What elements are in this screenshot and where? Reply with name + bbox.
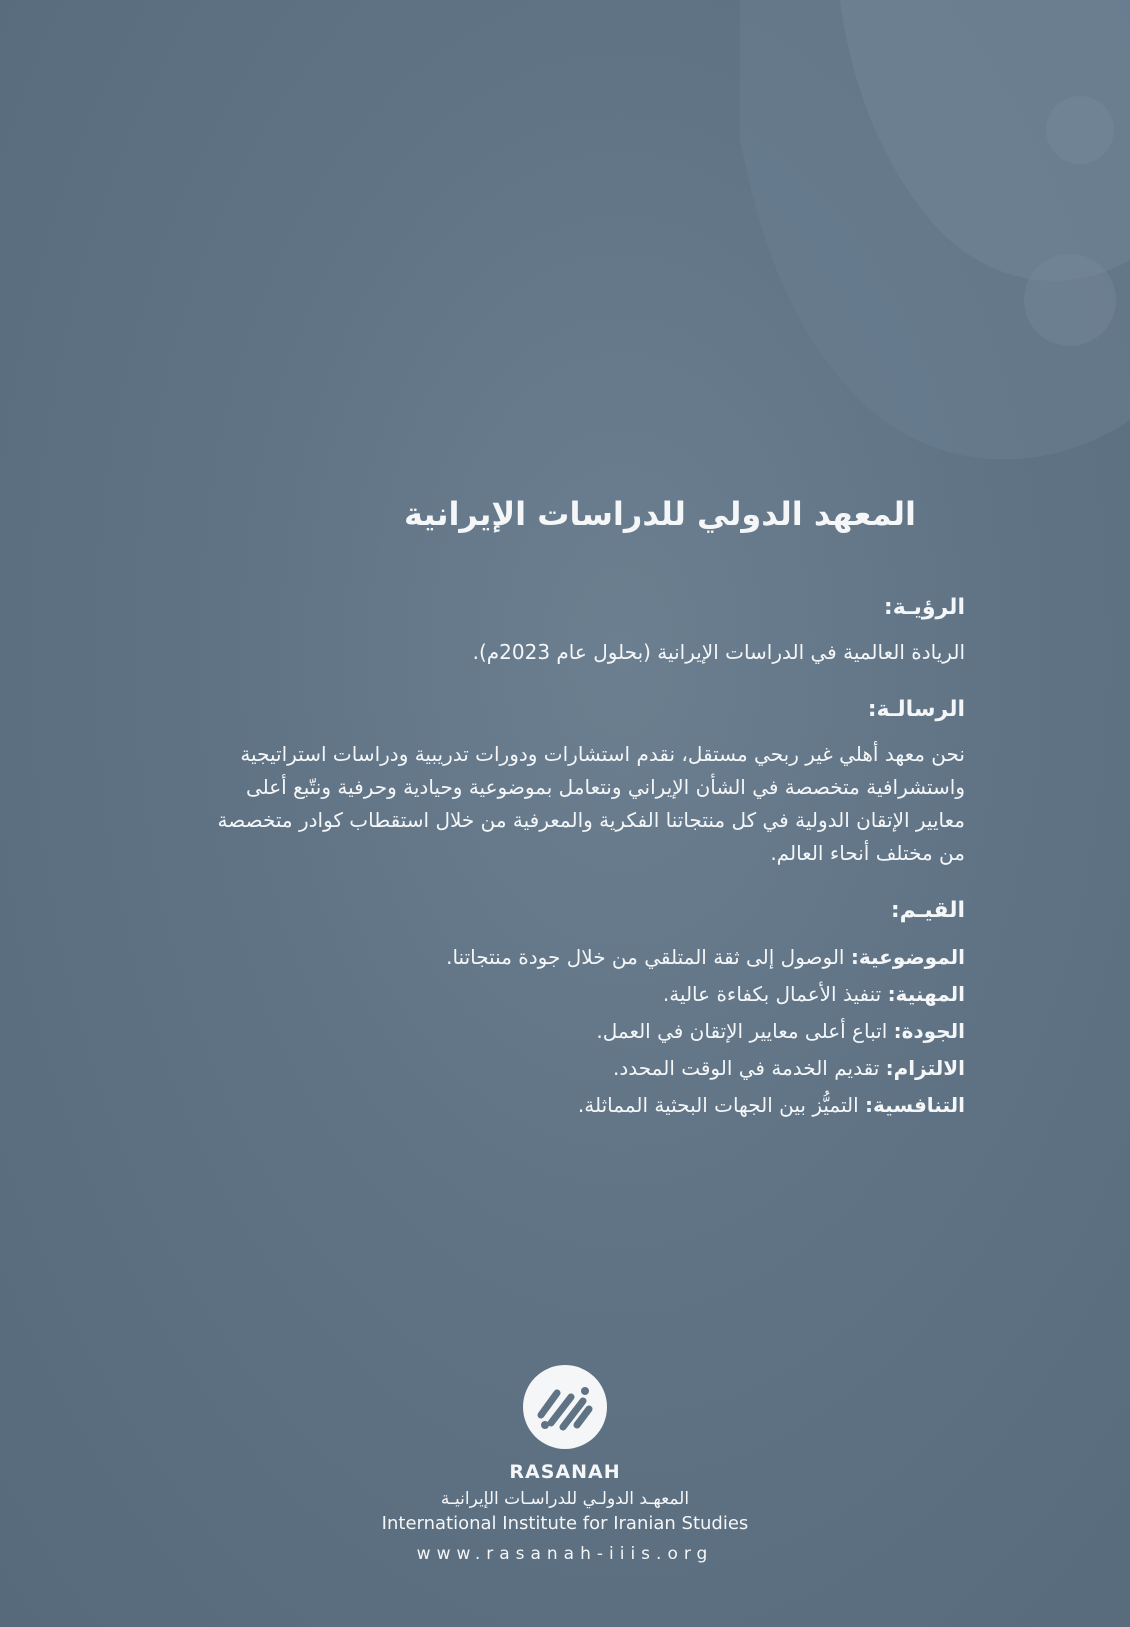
- vision-heading: الرؤيـة:: [883, 595, 965, 620]
- value-text: الوصول إلى ثقة المتلقي من خلال جودة منتجاتنا.: [446, 945, 851, 969]
- rasanah-logo-icon: [523, 1365, 607, 1449]
- value-name: التنافسية:: [865, 1093, 965, 1117]
- value-name: الالتزام:: [885, 1056, 965, 1080]
- mission-text: نحن معهد أهلي غير ربحي مستقل، نقدم استشارات ودورات تدريبية ودراسات استراتيجية واستشرافية متخصصة في الشأن الإيراني ونتعامل بموضوعية وحيادية وحرفية ونتّبع أعلى معايير الإتقان الدولية في كل منتجاتنا الفكرية والمعرفية من خلال استقطاب كوادر متخصصة من مختلف أنحاء العالم.: [217, 742, 965, 865]
- mission-heading: الرسالـة:: [867, 697, 965, 722]
- value-item: [205, 1013, 965, 1050]
- value-item: [205, 976, 965, 1013]
- value-name: المهنية:: [887, 982, 965, 1006]
- institute-info: [205, 495, 965, 1124]
- value-text: اتباع أعلى معايير الإتقان في العمل.: [596, 1019, 894, 1043]
- values-list: [205, 939, 965, 1124]
- brand-name-arabic: المعهـد الدولـي للدراسـات الإيرانيـة: [440, 1489, 690, 1509]
- value-item: [205, 1087, 965, 1124]
- brand-name: RASANAH: [509, 1461, 621, 1483]
- value-name: الجودة:: [893, 1019, 965, 1043]
- value-item: [205, 939, 965, 976]
- page-title: المعهد الدولي للدراسات الإيرانية: [403, 495, 917, 533]
- vision-text: الريادة العالمية في الدراسات الإيرانية (بحلول عام 2023م).: [472, 640, 965, 664]
- value-item: [205, 1050, 965, 1087]
- value-text: تقديم الخدمة في الوقت المحدد.: [612, 1056, 886, 1080]
- brand-name-english: International Institute for Iranian Studies: [381, 1513, 749, 1534]
- value-text: التميُّز بين الجهات البحثية المماثلة.: [577, 1093, 866, 1117]
- website-url: www.rasanah-iiis.org: [416, 1544, 714, 1564]
- values-heading: القيـم:: [890, 898, 965, 923]
- value-name: الموضوعية:: [850, 945, 965, 969]
- value-text: تنفيذ الأعمال بكفاءة عالية.: [662, 982, 888, 1006]
- publisher-footer: [0, 1365, 1130, 1564]
